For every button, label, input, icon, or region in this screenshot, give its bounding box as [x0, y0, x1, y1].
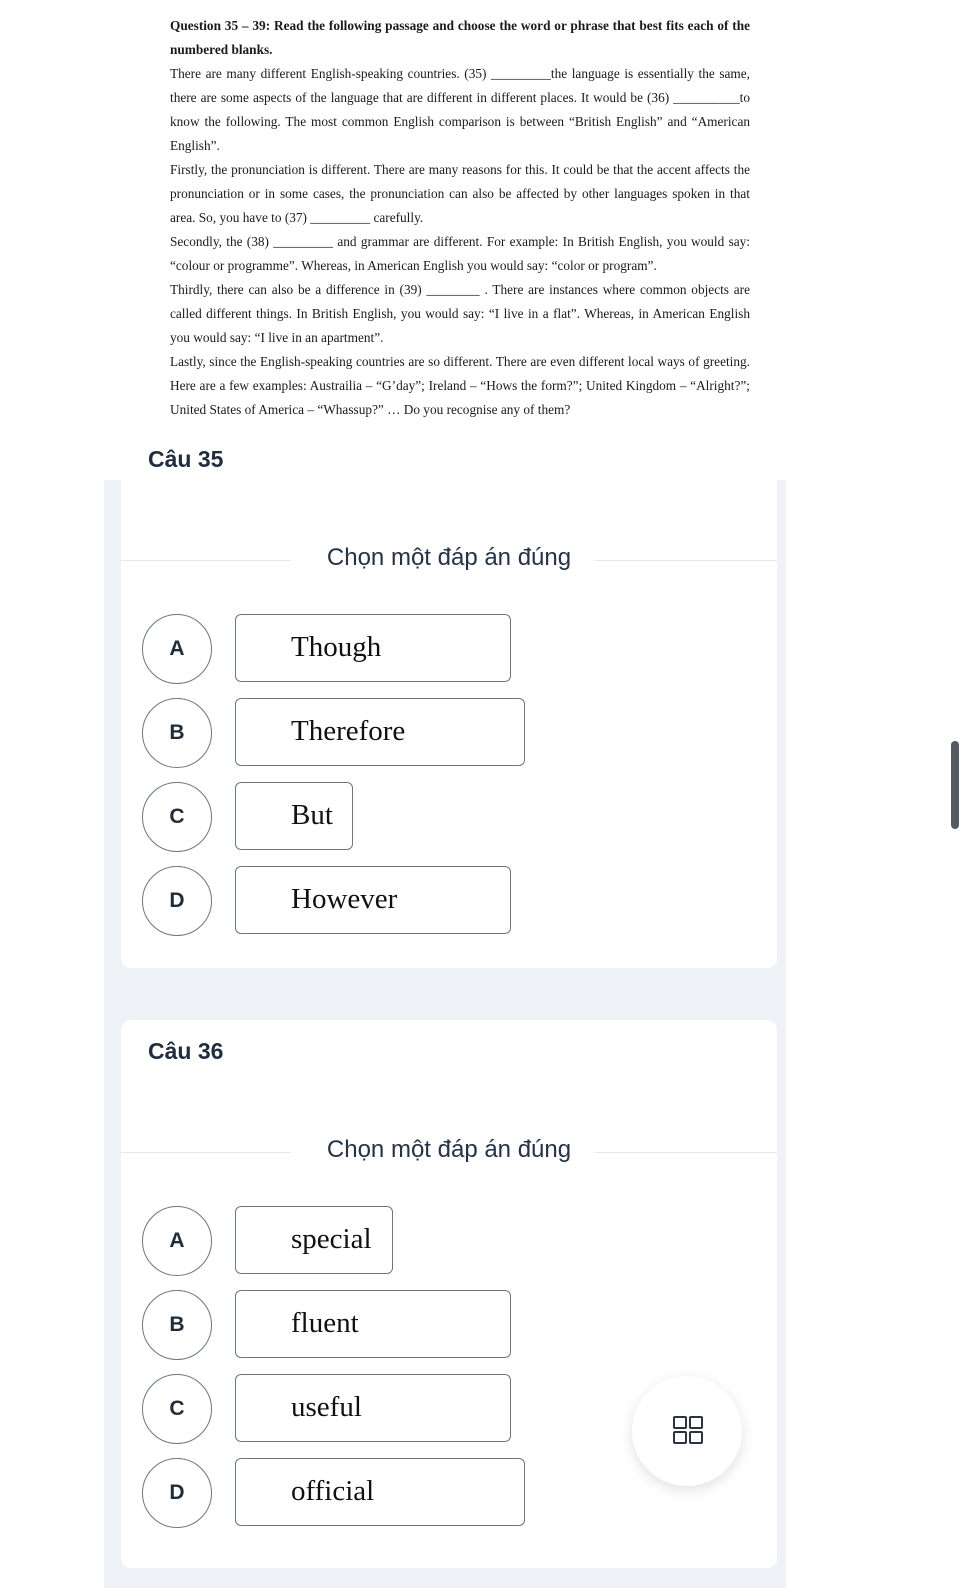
option-letter[interactable]: A — [142, 1206, 212, 1276]
option-answer-box[interactable] — [235, 782, 353, 850]
option-text: Though — [291, 631, 382, 663]
option-text: special — [291, 1223, 372, 1255]
option-letter[interactable]: A — [142, 614, 212, 684]
option-letter[interactable]: B — [142, 698, 212, 768]
passage-paragraph-4: Thirdly, there can also be a difference in (39) ________ . There are instances where common objects are called different things. In British English, you would say: “I live in a flat”. Whereas, in American English you would say: “I live in an apartment”. — [170, 282, 750, 345]
question-card-36 — [121, 1020, 777, 1568]
instruction-text: Chọn một đáp án đúng — [326, 544, 572, 571]
option-text: However — [291, 883, 398, 915]
option-answer-box[interactable] — [235, 1206, 393, 1274]
option-answer-box[interactable] — [235, 698, 525, 766]
option-answer-box[interactable] — [235, 1290, 511, 1358]
option-letter[interactable]: D — [142, 1458, 212, 1528]
scrollbar-thumb[interactable] — [951, 741, 959, 829]
option-text: useful — [291, 1391, 362, 1423]
option-text: fluent — [291, 1307, 359, 1339]
option-text: Therefore — [291, 715, 406, 747]
reading-passage — [170, 14, 750, 422]
passage-paragraph-3: Secondly, the (38) _________ and grammar are different. For example: In British English, you would say: “colour or programme”. Whereas, in American English you would say: “color or program”. — [170, 234, 750, 273]
passage-card — [104, 0, 786, 480]
option-answer-box[interactable] — [235, 1374, 511, 1442]
option-letter[interactable]: B — [142, 1290, 212, 1360]
option-text: official — [291, 1475, 375, 1507]
passage-paragraph-5: Lastly, since the English-speaking countries are so different. There are even different local ways of greeting. Here are a few examples: Austrailia – “G’day”; Ireland – “Hows the form?”; United Kingdom – “Alright?”; United States of America – “Whassup?” … Do you recognise any of them? — [170, 354, 750, 417]
option-answer-box[interactable] — [235, 1458, 525, 1526]
instruction-text: Chọn một đáp án đúng — [326, 1136, 572, 1163]
question-menu-button[interactable] — [632, 1376, 742, 1486]
passage-paragraph-2: Firstly, the pronunciation is different. There are many reasons for this. It could be that the accent affects the pronunciation or in some cases, the pronunciation can also be affected by other languages spoken in that area. So, you have to (37) _________ carefully. — [170, 162, 750, 225]
option-answer-box[interactable] — [235, 614, 511, 682]
option-letter[interactable]: C — [142, 782, 212, 852]
option-answer-box[interactable] — [235, 866, 511, 934]
instruction-divider — [121, 1136, 777, 1163]
instruction-divider — [121, 544, 777, 571]
question-title: Câu 36 — [148, 1038, 224, 1064]
option-letter[interactable]: C — [142, 1374, 212, 1444]
passage-heading: Question 35 – 39: Read the following passage and choose the word or phrase that best fits each of the numbered blanks. — [170, 18, 750, 57]
passage-paragraph-1: There are many different English-speaking countries. (35) _________the language is essentially the same, there are some aspects of the language that are different in different places. It would be (36) __________to know the following. The most common English comparison is between “British English” and “American English”. — [170, 66, 750, 153]
option-letter[interactable]: D — [142, 866, 212, 936]
option-text: But — [291, 799, 333, 831]
question-title: Câu 35 — [148, 446, 224, 472]
question-card-35 — [121, 420, 777, 968]
